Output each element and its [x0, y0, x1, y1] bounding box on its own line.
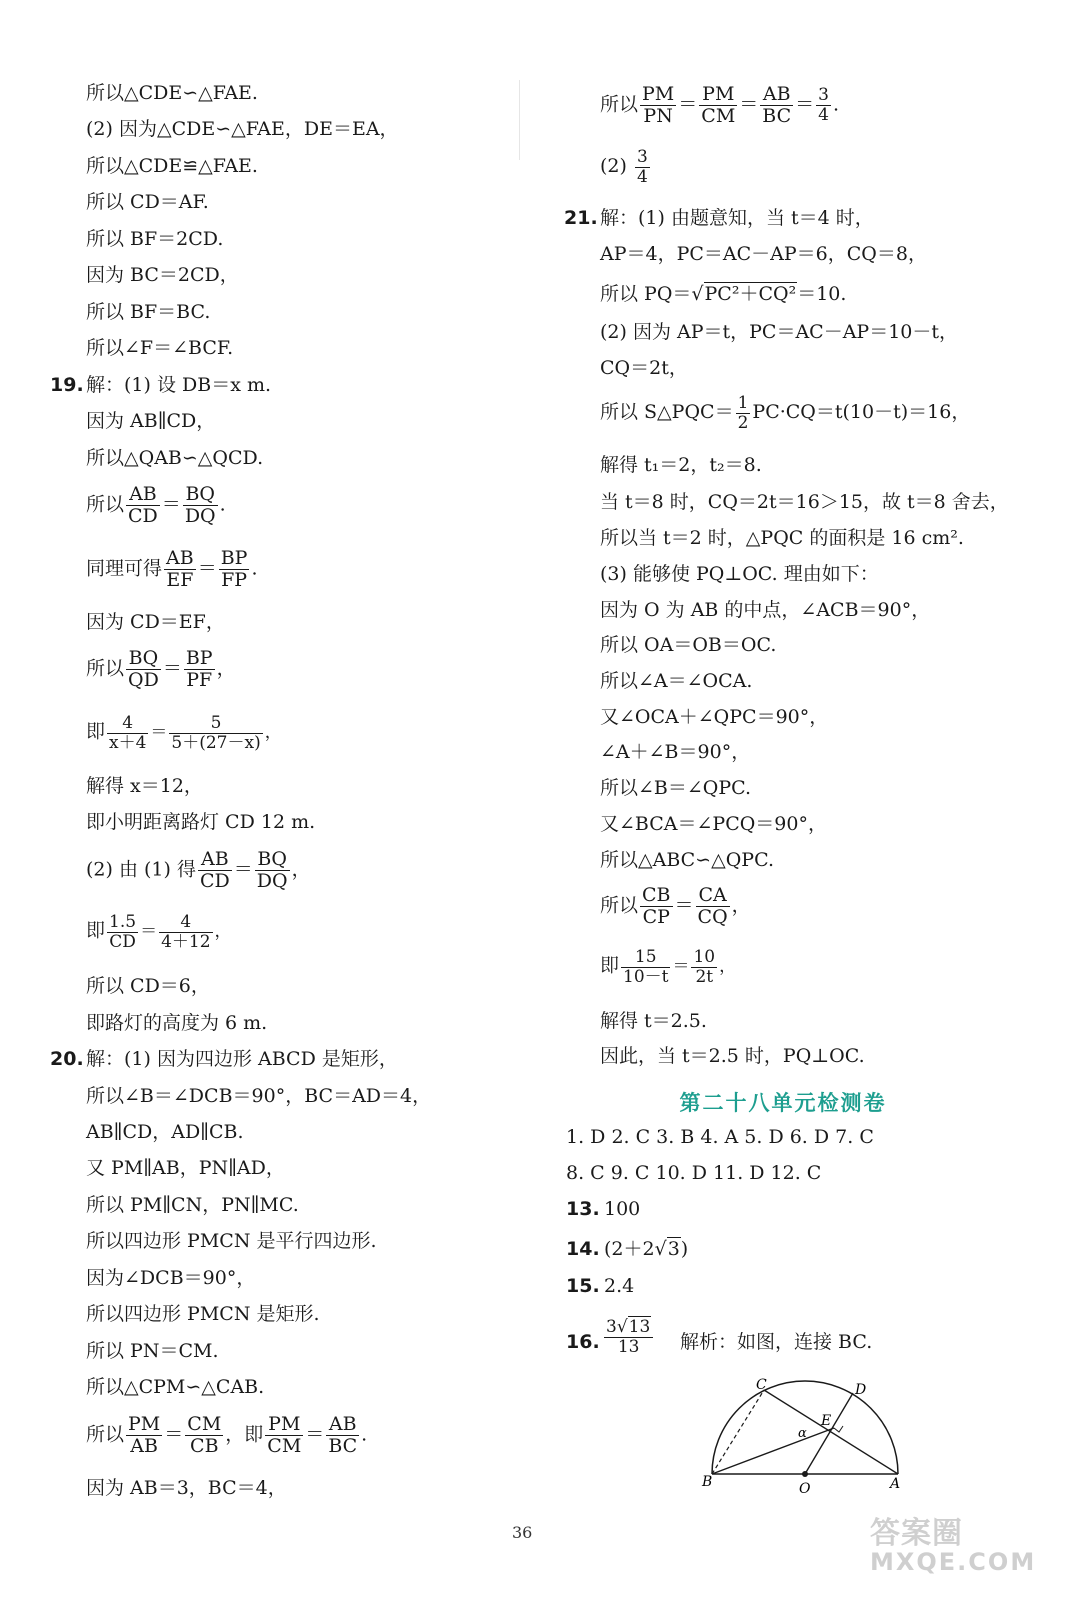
text-line: 因为 CD＝EF，: [86, 611, 225, 633]
text-line: 因此，当 t＝2.5 时，PQ⊥OC.: [600, 1045, 865, 1067]
fraction: [760, 84, 793, 127]
text: ＝10.: [797, 283, 847, 305]
fraction: [198, 849, 232, 892]
text-line: 解得 t＝2.5.: [600, 1010, 707, 1032]
text-line: 又∠OCA＋∠QPC＝90°，: [600, 706, 829, 728]
denominator: CM: [267, 1434, 302, 1457]
numerator: 1: [737, 393, 749, 413]
equation-line: [600, 394, 970, 432]
text-line: 所以∠B＝∠QPC.: [600, 777, 752, 799]
text: 3: [606, 1317, 617, 1337]
text-line: 所以四边形 PMCN 是矩形.: [86, 1303, 320, 1325]
fraction: [699, 84, 737, 127]
fraction: [635, 148, 650, 186]
denominator: QD: [128, 668, 159, 691]
chord-ca: [764, 1390, 898, 1474]
text: ，: [216, 657, 236, 680]
fraction: [621, 948, 670, 986]
numerator: BP: [220, 547, 248, 569]
text: (2): [600, 155, 627, 178]
fraction: [126, 1414, 162, 1457]
question-number: 19.: [50, 374, 84, 396]
label-e: E: [821, 1413, 832, 1429]
denominator: DQ: [184, 504, 216, 527]
denominator: x＋4: [109, 732, 147, 753]
radicand: 13: [628, 1317, 651, 1337]
denominator: CB: [190, 1434, 219, 1457]
text: ，: [291, 858, 311, 881]
question-number: 20.: [50, 1048, 84, 1070]
numerator: AB: [126, 484, 160, 506]
text-line: 因为 AB＝3，BC＝4，: [86, 1477, 287, 1499]
numerator: 3: [818, 85, 829, 106]
denominator: CD: [109, 931, 136, 952]
segment-od: [805, 1393, 853, 1474]
text-line: (2) 因为△CDE∽△FAE，DE＝EA，: [86, 118, 399, 140]
text-line: AB∥CD，AD∥CB.: [86, 1121, 244, 1143]
text-line: 因为 AB∥CD，: [86, 410, 216, 432]
text-line: 即路灯的高度为 6 m.: [86, 1012, 268, 1034]
text-line: 所以∠F＝∠BCF.: [86, 337, 234, 359]
equation-line: 即 $\frac{4}{x+4}$ ＝ $\frac{5}{5+(27-x)}$ ，: [86, 713, 282, 753]
text-line: AP＝4，PC＝AC－AP＝6，CQ＝8，: [600, 243, 927, 265]
text-line: 所以 PN＝CM.: [86, 1340, 219, 1362]
text: .: [361, 1423, 368, 1446]
numerator: BQ: [183, 484, 218, 506]
answer-text: 100: [604, 1198, 641, 1220]
question-number: 15.: [566, 1275, 600, 1297]
text-line: (2) 因为 AP＝t，PC＝AC－AP＝10－t，: [600, 321, 959, 343]
question-number: 14.: [566, 1238, 600, 1260]
section-title: 第二十八单元检测卷: [679, 1091, 887, 1115]
question-number: 13.: [566, 1198, 600, 1220]
numerator: 3√13: [604, 1318, 653, 1338]
label-o: O: [799, 1481, 811, 1497]
numerator: CM: [187, 1413, 222, 1435]
fraction: [604, 1318, 653, 1356]
fraction: [183, 484, 218, 527]
denominator: 13: [617, 1336, 640, 1357]
text-line: 所以△CDE≌△FAE.: [86, 155, 258, 177]
fraction: [816, 86, 831, 124]
text-line: 所以 BF＝2CD.: [86, 228, 224, 250]
label-c: C: [756, 1377, 767, 1393]
text: ，即: [225, 1423, 264, 1446]
denominator: 4: [818, 104, 829, 125]
center-point-o: [802, 1471, 808, 1477]
text-line: 所以 PM∥CN，PN∥MC.: [86, 1194, 299, 1216]
text: 所以: [600, 894, 639, 917]
equation-line: 所以 $\frac{PM}{PN}$ ＝ $\frac{PM}{CM}$ ＝ $\frac{AB}{BC}$ ＝ $\frac{3}{4}$ .: [600, 83, 840, 127]
text: 所以 S△PQC＝: [600, 401, 734, 424]
fraction: [265, 1414, 303, 1457]
fraction: [640, 885, 673, 928]
right-angle-mark: [834, 1426, 843, 1432]
fraction: [159, 913, 212, 951]
equation-line: 所以 $\frac{PM}{AB}$ ＝ $\frac{CM}{CB}$ ，即 $\frac{PM}{CM}$ ＝ $\frac{AB}{BC}$ .: [86, 1413, 368, 1457]
text-line: 因为 BC＝2CD，: [86, 264, 239, 286]
text-line: 解：(1) 因为四边形 ABCD 是矩形，: [86, 1048, 398, 1070]
label-b: B: [702, 1474, 713, 1490]
denominator: 2: [737, 412, 749, 433]
text-line: 因为∠DCB＝90°，: [86, 1267, 256, 1289]
text: 所以: [86, 1423, 125, 1446]
radicand: 3: [667, 1238, 680, 1260]
fraction: [326, 1414, 359, 1457]
text-line: 解得 t₁＝2，t₂＝8.: [600, 454, 762, 476]
numerator: CA: [696, 885, 730, 907]
text-line: 解：(1) 设 DB＝x m.: [86, 374, 271, 396]
text-line: 所以△QAB∽△QCD.: [86, 447, 264, 469]
page-number: 36: [512, 1523, 533, 1542]
denominator: FP: [221, 568, 248, 591]
numerator: 3: [636, 147, 648, 167]
denominator: CP: [642, 905, 670, 928]
text: PC·CQ＝t(10－t)＝16，: [752, 401, 971, 424]
numerator: AB: [760, 84, 793, 106]
equation-line: [600, 148, 652, 186]
fraction: [736, 394, 751, 432]
text-line: 所以 CD＝AF.: [86, 191, 209, 213]
geometry-diagram: [700, 1376, 910, 1500]
denominator: CD: [199, 869, 230, 892]
text-line: 因为 O 为 AB 的中点，∠ACB＝90°，: [600, 599, 931, 621]
text: ): [680, 1238, 689, 1260]
text: 即: [600, 954, 620, 977]
text-line: (3) 能够使 PQ⊥OC. 理由如下：: [600, 563, 879, 585]
text: 所以: [86, 493, 125, 516]
fraction: [696, 885, 730, 928]
numerator: 10: [693, 947, 716, 967]
text-line: 所以△ABC∽△QPC.: [600, 849, 774, 871]
text-line: 又 PM∥AB，PN∥AD，: [86, 1157, 285, 1179]
watermark-logo: 答案圈: [870, 1516, 963, 1551]
fraction: [691, 948, 717, 986]
text: .: [219, 493, 226, 516]
numerator: CB: [642, 884, 671, 906]
numerator: BQ: [126, 648, 161, 670]
answer-row: 1. D 2. C 3. B 4. A 5. D 6. D 7. C: [566, 1126, 874, 1148]
denominator: BC: [762, 104, 792, 127]
fraction: [640, 84, 676, 127]
denominator: PF: [186, 668, 213, 691]
text: .: [833, 93, 840, 116]
equation-line: 所以 $\frac{CB}{CP}$ ＝ $\frac{CA}{CQ}$ ，: [600, 884, 751, 928]
watermark-url: MXQE.COM: [870, 1548, 1037, 1576]
answer-text: 解析：如图，连接 BC.: [680, 1331, 873, 1353]
numerator: PM: [128, 1413, 161, 1435]
equation-line: 所以 $\frac{BQ}{QD}$ ＝ $\frac{BP}{PF}$ ，: [86, 647, 236, 691]
numerator: PM: [265, 1414, 303, 1436]
fraction: [107, 913, 138, 951]
answer-row: 8. C 9. C 10. D 11. D 12. C: [566, 1162, 822, 1184]
equation-line: 同理可得 $\frac{AB}{EF}$ ＝ $\frac{BP}{FP}$ .: [86, 547, 258, 591]
equation-line: 所以 $\frac{AB}{CD}$ ＝ $\frac{BQ}{DQ}$ .: [86, 483, 226, 527]
radicand: PC²＋CQ²: [704, 283, 797, 305]
label-a: A: [890, 1476, 901, 1492]
text-line: 即小明距离路灯 CD 12 m.: [86, 811, 316, 833]
numerator: 4: [107, 714, 148, 734]
denominator: PN: [643, 104, 673, 127]
answer-fraction: [602, 1318, 655, 1356]
numerator: 15: [621, 948, 670, 968]
numerator: 1.5: [109, 912, 137, 932]
text-line: 所以△CPM∽△CAB.: [86, 1376, 265, 1398]
numerator: AB: [166, 547, 194, 569]
fraction: [126, 648, 161, 691]
fraction: [126, 484, 160, 527]
denominator: EF: [166, 568, 194, 591]
text: .: [251, 557, 258, 580]
text: 即: [86, 919, 106, 942]
answer-text: 2.4: [604, 1275, 635, 1297]
column-divider: [519, 80, 520, 160]
text-line: 当 t＝8 时，CQ＝2t＝16＞15，故 t＝8 舍去，: [600, 491, 1009, 513]
numerator: AB: [326, 1414, 359, 1436]
text: 所以 PQ＝: [600, 283, 692, 305]
denominator: CM: [701, 104, 736, 127]
denominator: AB: [130, 1434, 158, 1457]
fraction: [184, 648, 215, 691]
fraction: [107, 714, 148, 752]
denominator: CQ: [697, 905, 728, 928]
text-line: 所以当 t＝2 时，△PQC 的面积是 16 cm².: [600, 527, 964, 549]
text-line: 所以∠A＝∠OCA.: [600, 670, 753, 692]
label-alpha: α: [798, 1426, 807, 1441]
fraction: [185, 1414, 223, 1457]
text-line: 所以 OA＝OB＝OC.: [600, 634, 777, 656]
denominator: DQ: [256, 869, 288, 892]
text: (2) 由 (1) 得: [86, 858, 196, 881]
text-line: 解：(1) 由题意知，当 t＝4 时，: [600, 207, 874, 229]
fraction: [219, 548, 250, 591]
denominator: 5＋(27－x): [171, 732, 261, 753]
numerator: 5: [169, 714, 262, 734]
numerator: PM: [699, 84, 737, 106]
text-line: 所以 BF＝BC.: [86, 301, 211, 323]
text-line: ∠A＋∠B＝90°，: [600, 741, 751, 763]
text: ，: [214, 921, 232, 942]
label-d: D: [855, 1382, 867, 1398]
question-number: 16.: [566, 1331, 600, 1353]
fraction: [164, 548, 196, 591]
text-line: 所以 CD＝6，: [86, 975, 210, 997]
text: ，: [719, 956, 737, 977]
denominator: BC: [328, 1434, 358, 1457]
numerator: BP: [185, 647, 213, 669]
numerator: 4: [159, 913, 212, 933]
fraction: [255, 849, 290, 892]
equation-line: 所以 PQ＝√PC²＋CQ²＝10.: [600, 283, 847, 305]
text: (2＋2: [604, 1238, 655, 1260]
text: 所以: [86, 657, 125, 680]
text: 所以: [600, 93, 639, 116]
text-line: 所以∠B＝∠DCB＝90°，BC＝AD＝4，: [86, 1085, 432, 1107]
text-line: 又∠BCA＝∠PCQ＝90°，: [600, 813, 827, 835]
equation-line: 即 $\frac{1.5}{CD}$ ＝ $\frac{4}{4+12}$ ，: [86, 912, 232, 952]
denominator: CD: [128, 504, 158, 527]
text-line: 所以△CDE∽△FAE.: [86, 82, 258, 104]
numerator: BQ: [255, 849, 290, 871]
equation-line: (2) 由 (1) 得 $\frac{AB}{CD}$ ＝ $\frac{BQ}{DQ}$ ，: [86, 848, 311, 892]
text-line: CQ＝2t，: [600, 357, 688, 379]
equation-line: 即 $\frac{15}{10-t}$ ＝ $\frac{10}{2t}$ ，: [600, 947, 737, 987]
question-number: 21.: [564, 207, 598, 229]
denominator: 4＋12: [161, 931, 211, 952]
text: 同理可得: [86, 557, 163, 580]
text-line: 所以四边形 PMCN 是平行四边形.: [86, 1230, 377, 1252]
text: ，: [731, 894, 751, 917]
denominator: 4: [636, 166, 648, 187]
denominator: 10－t: [623, 966, 669, 987]
numerator: AB: [198, 849, 232, 871]
numerator: PM: [642, 83, 675, 105]
text: ，: [264, 722, 282, 743]
answer-text: (2＋2√3): [604, 1238, 689, 1260]
fraction: [169, 714, 262, 752]
text: 即: [86, 720, 106, 743]
denominator: 2t: [695, 966, 714, 987]
chord-bc: [712, 1390, 764, 1474]
text-line: 解得 x＝12，: [86, 775, 203, 797]
segment-be: [712, 1428, 834, 1474]
